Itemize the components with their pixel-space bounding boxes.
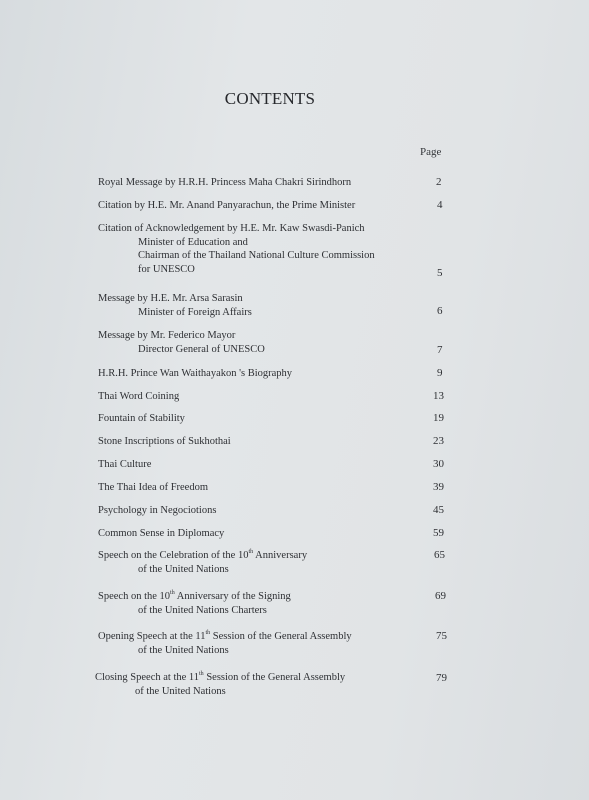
toc-entry-title: Thai Word Coining [98,391,180,402]
toc-entry-subtitle: of the United Nations [138,563,229,575]
toc-entry [98,549,448,576]
toc-entry [98,481,448,495]
toc-entry [98,390,448,404]
toc-entry-subtitle: of the United Nations [138,644,229,656]
toc-entry-page: 5 [437,267,443,279]
toc-entry [98,176,448,190]
toc-entry [98,292,448,319]
toc-entry-title: Message by Mr. Federico Mayor [98,330,236,341]
toc-entry-subtitle: of the United Nations [135,685,226,697]
toc-entry [98,329,448,356]
toc-entry-title: Speech on the Celebration of the 10th Anniversary [98,549,308,561]
toc-entry-title: Psychology in Negociotions [98,505,217,516]
toc-entry-subtitle: Director General of UNESCO [138,343,265,355]
toc-entry-page: 6 [437,305,443,317]
toc-entry-page: 45 [433,504,444,516]
toc-entry-page: 23 [433,435,444,447]
toc-entry-title: The Thai Idea of Freedom [98,482,209,493]
toc-entry-title: Message by H.E. Mr. Arsa Sarasin [98,293,243,304]
toc-entry-title: Royal Message by H.R.H. Princess Maha Chakri Sirindhorn [98,177,352,188]
toc-entry [98,504,448,518]
toc-entry-page: 30 [433,458,444,470]
toc-entry [98,199,448,213]
toc-entry [98,435,448,449]
toc-entry-title: Thai Culture [98,459,152,470]
toc-entry-page: 13 [433,390,444,402]
toc-entry-title: Common Sense in Diplomacy [98,528,225,539]
toc-entry-subtitle: Minister of Foreign Affairs [138,306,252,318]
toc-entry-subtitle: Minister of Education and [138,236,248,248]
toc-entry [98,412,448,426]
toc-entry-title: Citation by H.E. Mr. Anand Panyarachun, the Prime Minister [98,200,356,211]
toc-entry [98,367,448,381]
page-title: CONTENTS [224,89,316,108]
toc-entry-page: 69 [435,590,446,602]
toc-entry-title: Citation of Acknowledgement by H.E. Mr. Kaw Swasdi-Panich [98,223,365,234]
toc-entry-title: Stone Inscriptions of Sukhothai [98,436,231,447]
toc-entry-title: H.R.H. Prince Wan Waithayakon 's Biography [98,368,293,379]
toc-entry [98,630,448,657]
toc-entry-page: 7 [437,344,443,356]
toc-entry [98,222,448,276]
toc-entry-page: 39 [433,481,444,493]
toc-entry-page: 2 [436,176,442,188]
toc-entry-page: 4 [437,199,443,211]
toc-entry-page: 79 [436,672,447,684]
toc-entry-page: 9 [437,367,443,379]
toc-entry [98,590,448,617]
toc-entry-title: Fountain of Stability [98,413,185,424]
toc-entry-page: 19 [433,412,444,424]
toc-entry-page: 65 [434,549,445,561]
toc-entry-page: 59 [433,527,444,539]
toc-entry-page: 75 [436,630,447,642]
page-column-label: Page [420,146,442,158]
toc-entry-title: Opening Speech at the 11th Session of the General Assembly [98,630,352,642]
toc-entry-title: Closing Speech at the 11th Session of the General Assembly [95,671,346,683]
toc-entry-subtitle: Chairman of the Thailand National Culture Commission [138,250,375,262]
toc-entry [95,671,445,698]
toc-entry-title: Speech on the 10th Anniversary of the Signing [98,590,291,602]
toc-entry [98,458,448,472]
toc-entry-subtitle: of the United Nations Charters [138,604,267,616]
toc-entry [98,527,448,541]
toc-entry-subtitle: for UNESCO [138,263,195,275]
